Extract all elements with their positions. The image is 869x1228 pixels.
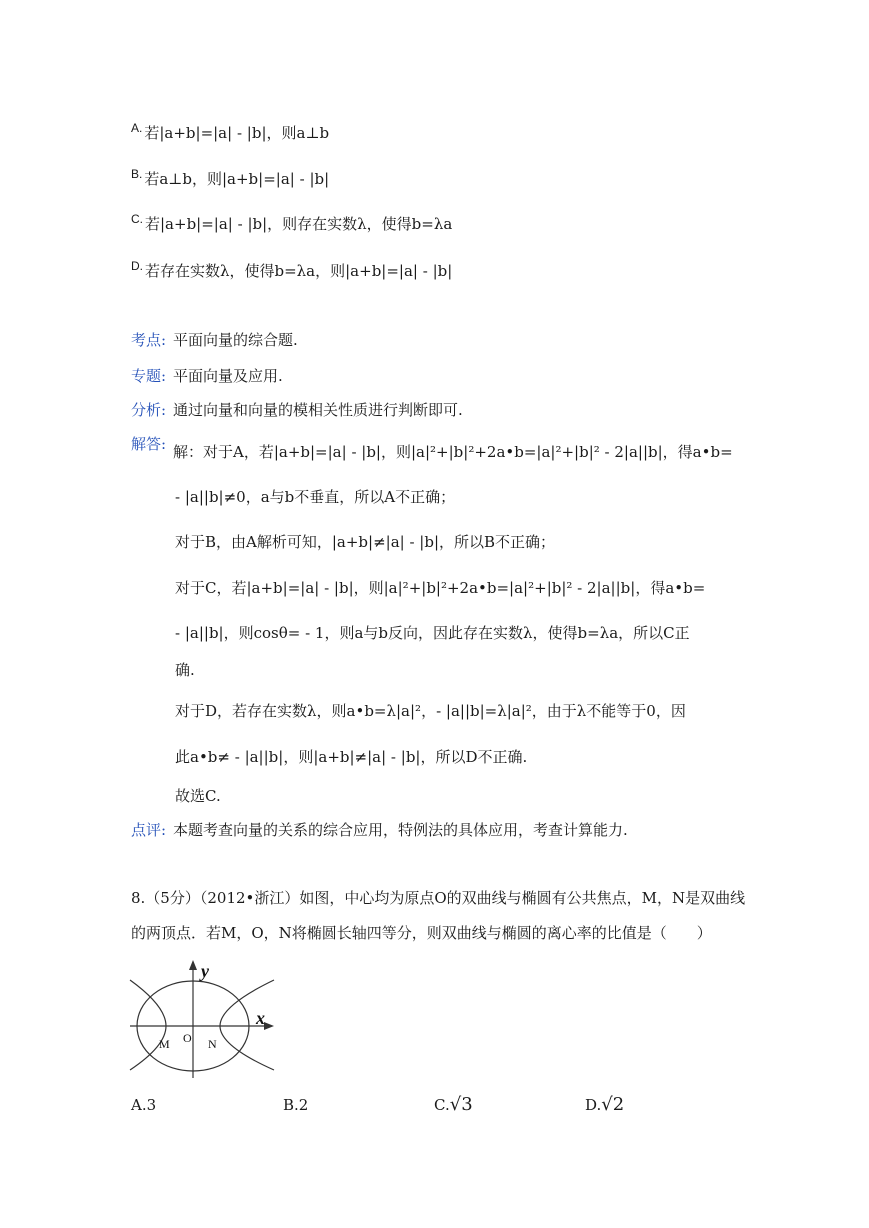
fenxi-label: 分析: <box>131 401 167 419</box>
jieda-line: - |a||b|≠0，a与b不垂直，所以A不正确； <box>175 488 456 506</box>
kaodian-text: 平面向量的综合题. <box>173 331 298 349</box>
dianping-text: 本题考查向量的关系的综合应用，特例法的具体应用，考查计算能力. <box>173 821 628 839</box>
option-d-text: 若存在实数λ，使得b=λa，则|a+b|=|a| - |b| <box>145 262 453 280</box>
jieda-line: 此a•b≠ - |a||b|，则|a+b|≠|a| - |b|，所以D不正确. <box>175 748 528 766</box>
jieda-line: 对于C，若|a+b|=|a| - |b|，则|a|²+|b|²+2a•b=|a|²+|b|² - 2|a||b|，得a•b= <box>175 579 706 597</box>
choice-d <box>585 1095 624 1115</box>
option-a <box>131 118 329 143</box>
option-b-text: 若a⊥b，则|a+b|=|a| - |b| <box>144 170 330 188</box>
jieda-label: 解答: <box>131 435 167 453</box>
jieda-line: 确. <box>175 661 195 679</box>
zhuanti-text: 平面向量及应用. <box>173 367 283 385</box>
option-a-letter: A. <box>131 121 143 135</box>
jieda-line: 故选C. <box>175 787 221 805</box>
choice-b <box>283 1095 308 1115</box>
dianping-label: 点评: <box>131 821 167 839</box>
fenxi-text: 通过向量和向量的模相关性质进行判断即可. <box>173 401 463 419</box>
option-a-text: 若|a+b|=|a| - |b|，则a⊥b <box>144 124 330 142</box>
option-b <box>131 164 329 189</box>
choice-b-value: 2 <box>298 1096 309 1114</box>
choice-d-label: D. <box>585 1096 602 1114</box>
jieda-line: - |a||b|，则cosθ= - 1，则a与b反向，因此存在实数λ，使得b=λa，所以C正 <box>175 624 690 642</box>
origin-label: O <box>183 1031 192 1045</box>
y-label: y <box>201 961 209 981</box>
choice-c-label: C. <box>434 1096 450 1114</box>
choice-a-label: A. <box>131 1096 147 1114</box>
choice-d-value: √2 <box>601 1094 625 1115</box>
x-axis-arrow <box>264 1022 274 1030</box>
question8-line1: 8.（5分）（2012•浙江）如图，中心均为原点O的双曲线与椭圆有公共焦点，M，N是双曲线 <box>131 889 746 907</box>
option-d <box>131 256 452 281</box>
jieda-line: 对于D，若存在实数λ，则a•b=λ|a|²，- |a||b|=λ|a|²，由于λ不能等于0，因 <box>175 702 686 720</box>
kaodian-label: 考点: <box>131 331 167 349</box>
hyperbola-left-branch <box>130 980 166 1070</box>
x-label: x <box>256 1008 265 1028</box>
n-label: N <box>208 1037 217 1051</box>
option-c <box>131 209 452 234</box>
choice-b-label: B. <box>283 1096 299 1114</box>
jieda-line: 对于B，由A解析可知，|a+b|≠|a| - |b|，所以B不正确； <box>175 533 556 551</box>
zhuanti-label: 专题: <box>131 367 167 385</box>
choice-a <box>131 1095 156 1115</box>
jieda-line: 解：对于A，若|a+b|=|a| - |b|，则|a|²+|b|²+2a•b=|a|²+|b|² - 2|a||b|，得a•b= <box>173 443 733 461</box>
choice-c-value: √3 <box>449 1094 473 1115</box>
option-c-text: 若|a+b|=|a| - |b|，则存在实数λ，使得b=λa <box>145 215 453 233</box>
option-b-letter: B. <box>131 167 143 181</box>
ellipse-hyperbola-figure <box>128 958 278 1083</box>
y-axis-arrow <box>189 960 197 970</box>
choice-c <box>434 1095 473 1115</box>
choice-a-value: 3 <box>146 1096 157 1114</box>
option-d-letter: D. <box>131 259 143 273</box>
option-c-letter: C. <box>131 212 143 226</box>
m-label: M <box>159 1037 170 1051</box>
question8-line2: 的两顶点．若M，O，N将椭圆长轴四等分，则双曲线与椭圆的离心率的比值是（ ） <box>131 924 712 942</box>
